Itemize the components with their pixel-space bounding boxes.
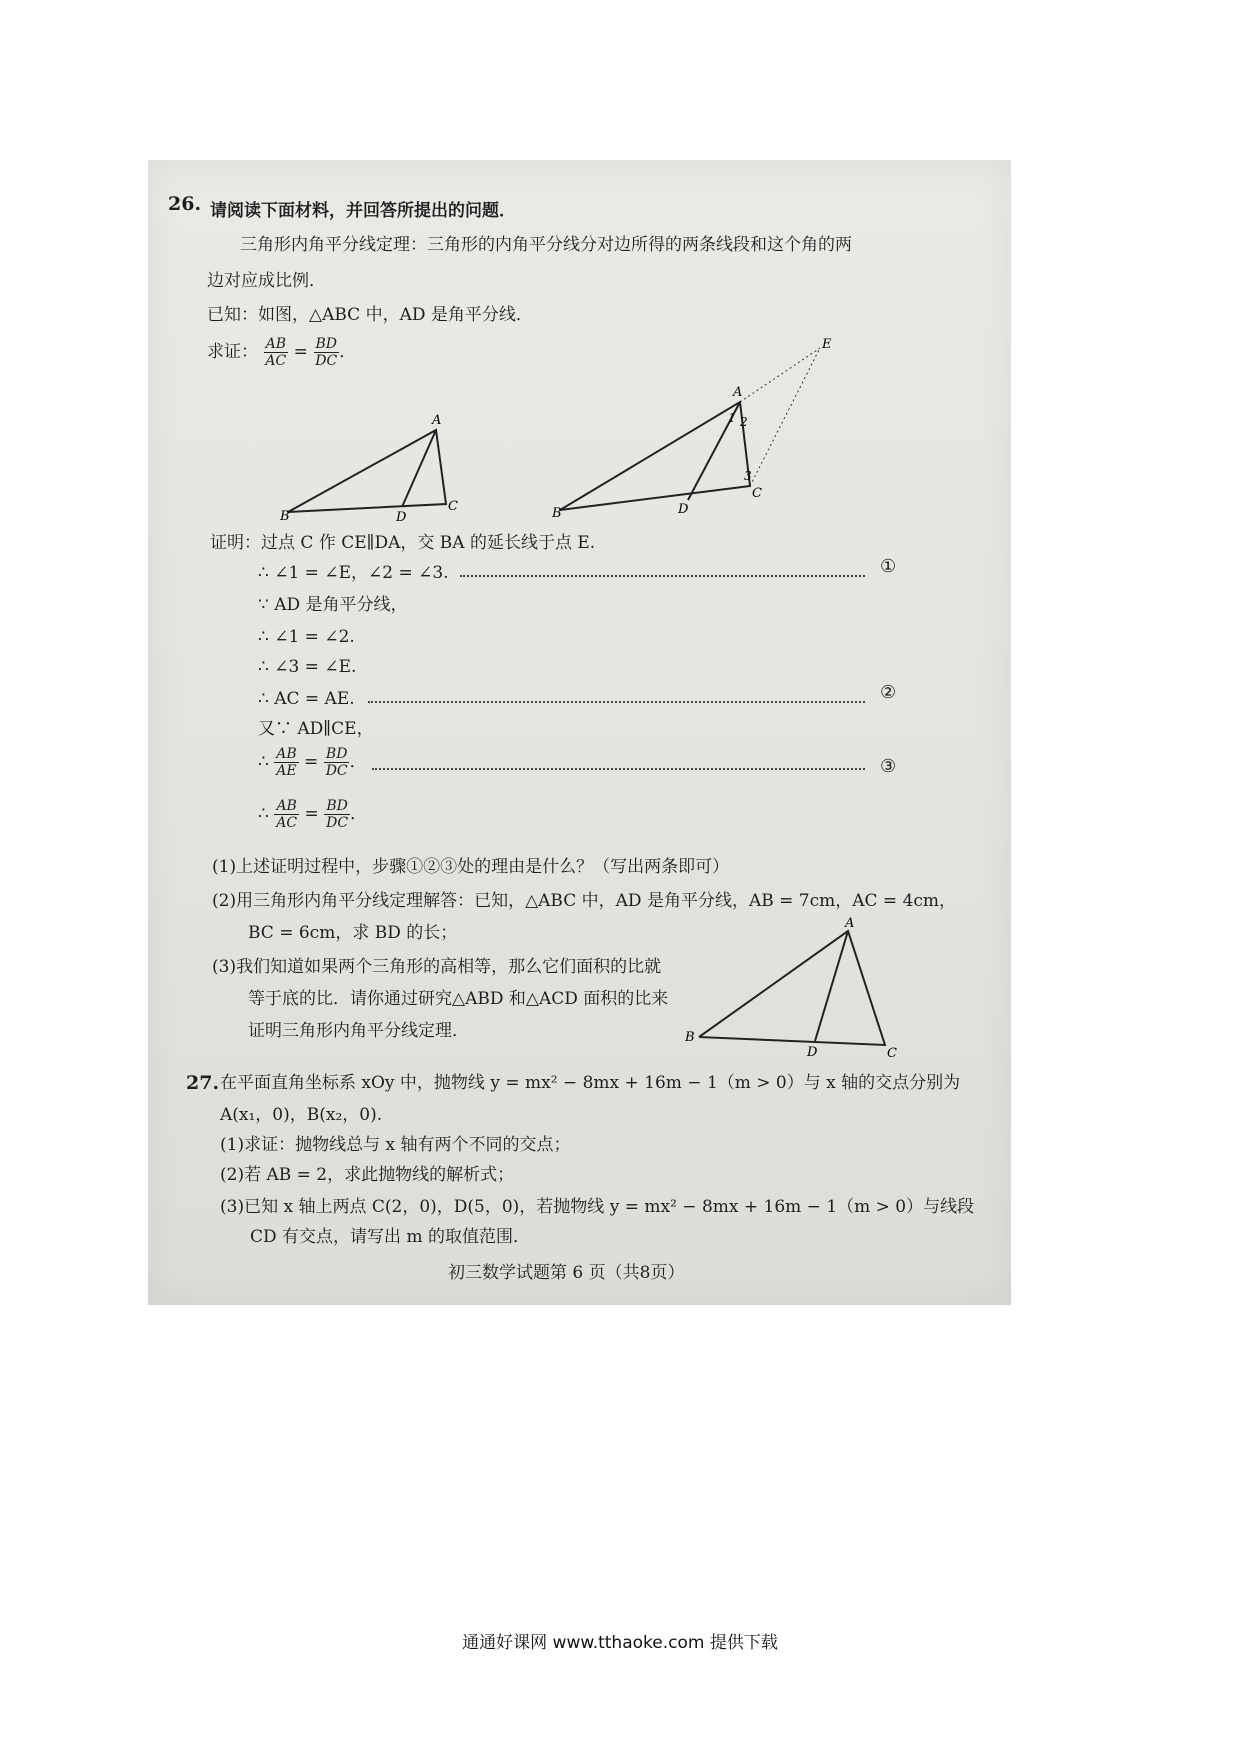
- fraction-numerator: BD: [326, 798, 348, 814]
- q26-subquestion-2-line2: BC = 6cm，求 BD 的长；: [248, 923, 458, 943]
- question-27-stem-line1: 在平面直角坐标系 xOy 中，抛物线 y = mx² − 8mx + 16m − 1（m > 0）与 x 轴的交点分别为: [220, 1073, 961, 1093]
- therefore-symbol: ∴: [258, 752, 269, 772]
- prove-fraction-right: [313, 336, 339, 369]
- fig1-label-b: B: [280, 509, 290, 522]
- q26-subquestion-1: (1)上述证明过程中，步骤①②③处的理由是什么？（写出两条即可）: [212, 857, 730, 877]
- fraction-numerator: BD: [325, 746, 348, 762]
- q27-subquestion-1: (1)求证：抛物线总与 x 轴有两个不同的交点；: [220, 1135, 571, 1155]
- fig2-label-b: B: [552, 506, 562, 520]
- proof-line-5: ∴ ∠3 = ∠E.: [258, 657, 357, 677]
- angle-2-label: 2: [740, 415, 748, 429]
- question-27-stem-line2: A(x₁，0)，B(x₂，0).: [220, 1105, 383, 1125]
- question-27-number: 27.: [186, 1072, 220, 1094]
- fraction-denominator: AE: [276, 763, 297, 779]
- fraction-bd-dc: [324, 798, 350, 831]
- fig3-label-a: A: [845, 916, 855, 931]
- proof-line-1: 证明：过点 C 作 CE∥DA，交 BA 的延长线于点 E.: [210, 533, 596, 553]
- proof-line-9: ∴ $\frac{AB}{AC}$ = $\frac{BD}{DC}$ ．: [258, 798, 368, 831]
- question-26-number: 26.: [168, 193, 202, 215]
- angle-1-label: 1: [728, 411, 736, 425]
- fraction-denominator: DC: [326, 815, 349, 831]
- angle-3-label: 3: [744, 469, 752, 483]
- prove-fraction-left: [263, 336, 288, 369]
- q27-subquestion-3-line1: (3)已知 x 轴上两点 C(2，0)，D(5，0)，若抛物线 y = mx² − 8mx + 16m − 1（m > 0）与线段: [220, 1197, 975, 1217]
- fraction-denominator: AC: [276, 815, 298, 831]
- fraction-denominator: DC: [315, 353, 338, 369]
- dotted-leader-3: [372, 768, 865, 770]
- question-26-intro: 请阅读下面材料，并回答所提出的问题．: [210, 201, 516, 221]
- proof-line-3: ∵ AD 是角平分线，: [258, 595, 408, 615]
- step-marker-3: ③: [880, 756, 897, 777]
- fraction-denominator: AC: [265, 353, 287, 369]
- fraction-numerator: BD: [315, 336, 338, 352]
- fraction-numerator: AB: [265, 336, 287, 352]
- proof-line-8: ∴ $\frac{AB}{AE}$ = $\frac{BD}{DC}$ ．: [258, 746, 367, 779]
- q26-subquestion-3-line1: (3)我们知道如果两个三角形的高相等，那么它们面积的比就: [212, 957, 662, 977]
- proof-line-4: ∴ ∠1 = ∠2.: [258, 627, 355, 647]
- step-marker-1: ①: [880, 556, 897, 577]
- fraction-bd-dc: [324, 746, 350, 779]
- prove-label: 求证：: [207, 342, 258, 362]
- fig1-label-d: D: [396, 510, 407, 522]
- triangle-figure-1: [280, 410, 470, 522]
- fig3-label-d: D: [807, 1045, 818, 1060]
- proof-line-2: ∴ ∠1 = ∠E，∠2 = ∠3.: [258, 563, 449, 583]
- q26-subquestion-3-line3: 证明三角形内角平分线定理．: [248, 1021, 469, 1041]
- proof-line-7: 又∵ AD∥CE，: [258, 719, 374, 739]
- fig2-label-a: A: [733, 385, 743, 400]
- q27-subquestion-2: (2)若 AB = 2，求此抛物线的解析式；: [220, 1165, 515, 1185]
- dotted-leader-2: [368, 701, 865, 703]
- fraction-ab-ae: [274, 746, 298, 779]
- fig1-label-c: C: [448, 499, 458, 514]
- fraction-numerator: AB: [276, 798, 297, 814]
- theorem-text-line2: 边对应成比例．: [207, 271, 326, 291]
- therefore-symbol: ∴: [258, 804, 269, 824]
- fig3-label-c: C: [887, 1046, 897, 1061]
- fraction-ab-ac: [274, 798, 299, 831]
- fig2-label-c: C: [752, 486, 762, 501]
- triangle-figure-2: [540, 330, 850, 520]
- fig2-label-d: D: [678, 502, 689, 517]
- q27-subquestion-3-line2: CD 有交点，请写出 m 的取值范围．: [250, 1227, 530, 1247]
- site-footer: 通通好课网 www.tthaoke.com 提供下载: [462, 1633, 778, 1653]
- page-number-footer: 初三数学试题第 6 页（共8页）: [448, 1263, 685, 1283]
- given-statement: 已知：如图，△ABC 中，AD 是角平分线．: [207, 305, 533, 325]
- fig1-label-a: A: [432, 413, 442, 428]
- fig3-label-b: B: [685, 1030, 695, 1045]
- proof-line-6: ∴ AC = AE.: [258, 689, 355, 709]
- q26-subquestion-2-line1: (2)用三角形内角平分线定理解答：已知，△ABC 中，AD 是角平分线，AB = 7cm，AC = 4cm，: [212, 891, 957, 911]
- theorem-text-line1: 三角形内角平分线定理：三角形的内角平分线分对边所得的两条线段和这个角的两: [240, 235, 852, 255]
- fraction-denominator: DC: [325, 763, 348, 779]
- step-marker-2: ②: [880, 682, 897, 703]
- triangle-figure-3: [685, 915, 905, 1065]
- fraction-numerator: AB: [276, 746, 297, 762]
- q26-subquestion-3-line2: 等于底的比．请你通过研究△ABD 和△ACD 面积的比来: [248, 989, 669, 1009]
- fig2-label-e: E: [822, 337, 832, 352]
- dotted-leader-1: [460, 575, 865, 577]
- prove-statement: 求证： $\frac{AB}{AC}$ = $\frac{BD}{DC}$ ．: [207, 336, 357, 369]
